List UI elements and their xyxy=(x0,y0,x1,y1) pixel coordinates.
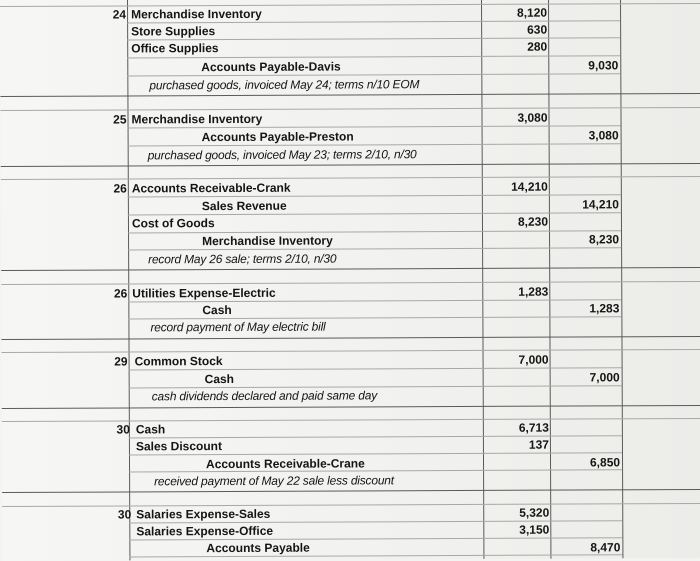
entry-date: 29 xyxy=(114,354,128,369)
credit-account: Merchandise Inventory xyxy=(202,233,333,249)
entry-date: 26 xyxy=(113,181,127,196)
debit-amount: 137 xyxy=(528,437,549,452)
credit-amount: 9,030 xyxy=(588,58,619,73)
date-column-divider xyxy=(127,0,130,560)
entry-date: 24 xyxy=(112,7,127,22)
debit-amount: 14,210 xyxy=(511,179,548,194)
credit-amount: 7,000 xyxy=(589,370,620,385)
row-rule xyxy=(129,469,622,472)
debit-account: Merchandise Inventory xyxy=(131,6,262,22)
entry-date: 30 xyxy=(116,422,130,437)
credit-amount: 8,470 xyxy=(590,540,621,555)
entry-memo: received payment of May 22 sale less discount xyxy=(154,473,394,489)
debit-amount: 3,080 xyxy=(517,110,548,125)
entry-memo: cash dividends declared and paid same day xyxy=(151,388,378,404)
credit-account: Accounts Payable-Davis xyxy=(201,59,341,75)
debit-amount: 5,320 xyxy=(519,505,550,520)
debit-amount: 1,283 xyxy=(518,284,549,299)
row-rule xyxy=(128,230,621,233)
entry-date: 30 xyxy=(117,507,132,522)
entry-separator xyxy=(1,267,700,271)
row-rule xyxy=(1,176,700,180)
debit-account: Sales Discount xyxy=(135,439,223,454)
credit-amount: 3,080 xyxy=(588,128,619,143)
credit-column-right-border xyxy=(620,0,623,558)
entry-separator xyxy=(2,405,700,409)
entry-separator xyxy=(1,163,700,167)
debit-account: Salaries Expense-Sales xyxy=(136,506,271,522)
row-rule xyxy=(129,554,622,557)
debit-account: Cash xyxy=(135,422,166,437)
debit-amount: 280 xyxy=(527,39,548,54)
credit-account: Accounts Payable-Preston xyxy=(201,129,354,145)
credit-amount: 14,210 xyxy=(582,197,619,212)
credit-amount: 8,230 xyxy=(588,232,620,247)
debit-amount: 7,000 xyxy=(518,352,549,367)
debit-account: Office Supplies xyxy=(131,41,219,56)
row-rule xyxy=(127,55,620,58)
credit-amount: 1,283 xyxy=(589,301,620,316)
debit-account: Common Stock xyxy=(134,354,223,369)
entry-separator xyxy=(0,93,700,97)
credit-account: Sales Revenue xyxy=(201,198,287,214)
credit-account: Accounts Receivable-Crane xyxy=(205,456,365,472)
entry-memo: purchased goods, invoiced May 24; terms n/10 EOM xyxy=(149,77,420,93)
debit-account: Store Supplies xyxy=(131,24,216,39)
entry-memo: record May 26 sale; terms 2/10, n/30 xyxy=(148,251,337,267)
debit-column-right-border xyxy=(548,0,551,559)
debit-amount: 8,230 xyxy=(517,214,549,229)
credit-amount: 6,850 xyxy=(589,455,621,470)
credit-account: Cash xyxy=(202,302,232,318)
debit-amount: 3,150 xyxy=(519,522,550,537)
entry-memo: record payment of May electric bill xyxy=(150,319,326,335)
entry-separator xyxy=(1,336,700,340)
entry-memo: purchased goods, invoiced May 23; terms 2/10, n/30 xyxy=(147,147,417,163)
entry-date: 26 xyxy=(113,286,128,301)
row-rule xyxy=(1,281,700,285)
row-rule xyxy=(2,503,700,507)
credit-account: Accounts Payable xyxy=(206,540,310,556)
debit-amount: 6,713 xyxy=(518,420,549,435)
row-rule xyxy=(0,3,700,7)
debit-account: Cost of Goods xyxy=(131,216,215,231)
debit-account: Merchandise Inventory xyxy=(131,111,263,127)
debit-account: Utilities Expense-Electric xyxy=(132,285,276,301)
row-rule xyxy=(2,418,700,422)
debit-amount: 8,120 xyxy=(516,5,548,20)
row-rule xyxy=(0,107,700,111)
entry-separator xyxy=(2,489,700,493)
debit-amount: 630 xyxy=(527,22,548,37)
entry-date: 25 xyxy=(113,112,127,127)
debit-account: Salaries Expense-Office xyxy=(136,523,274,539)
debit-account: Accounts Receivable-Crank xyxy=(131,180,291,196)
credit-account: Cash xyxy=(204,371,235,387)
debit-column-left-border xyxy=(481,0,484,559)
row-rule xyxy=(2,349,700,353)
